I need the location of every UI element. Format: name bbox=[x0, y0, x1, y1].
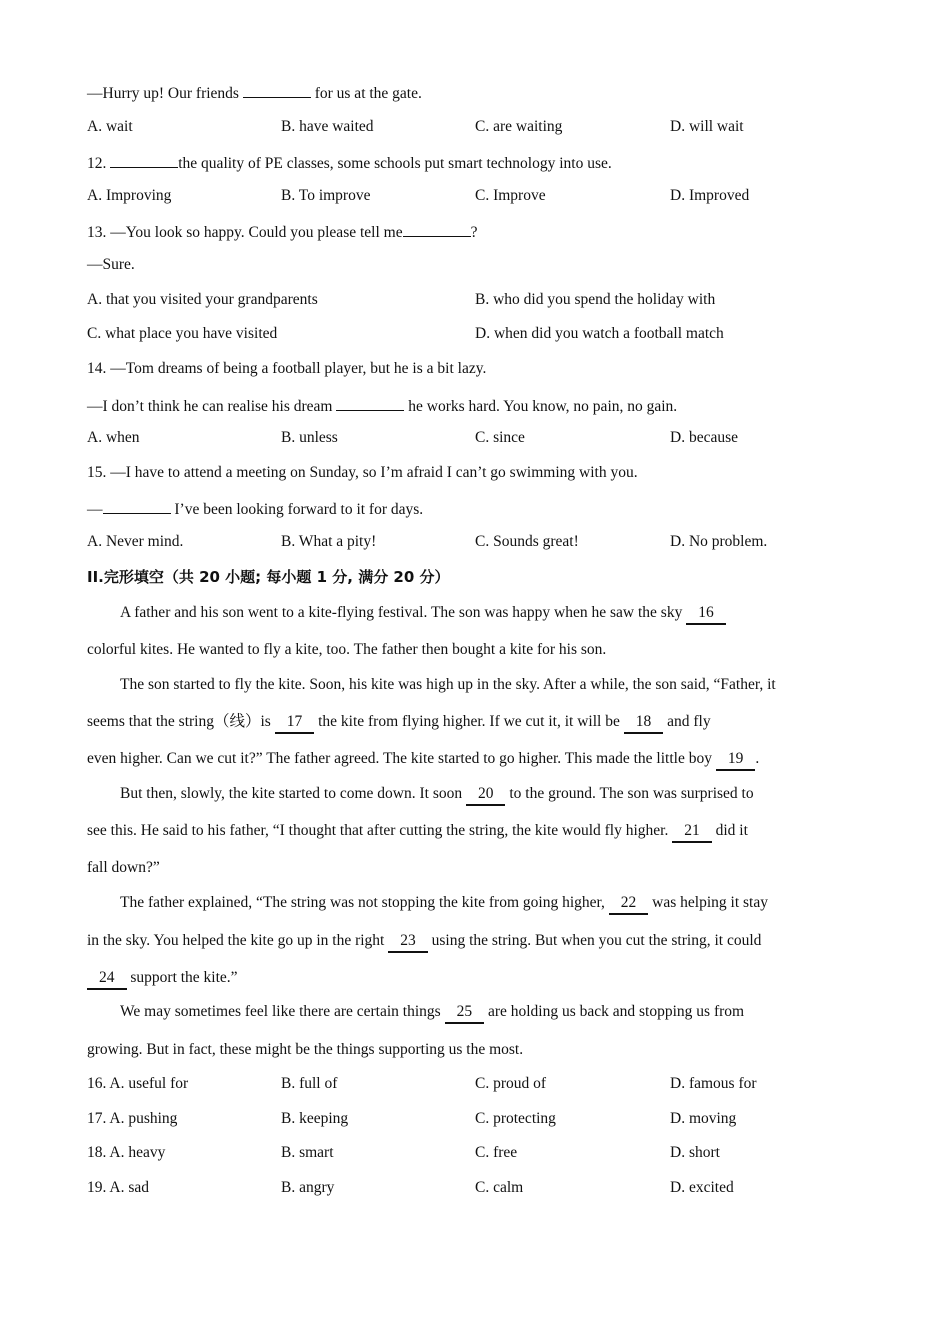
q19-option-d: D. excited bbox=[670, 1179, 734, 1196]
blank-23: 23 bbox=[388, 931, 428, 953]
answer-blank bbox=[103, 497, 171, 514]
passage-p5-line1: We may sometimes feel like there are certain things 25 are holding us back and stopping us from bbox=[120, 1002, 744, 1024]
q12-option-b: B. To improve bbox=[281, 187, 371, 204]
q18-option-b: B. smart bbox=[281, 1144, 334, 1161]
passage-p3-line1: But then, slowly, the kite started to come down. It soon 20 to the ground. The son was surprised to bbox=[120, 784, 754, 806]
blank-17: 17 bbox=[275, 712, 315, 734]
q15-option-c: C. Sounds great! bbox=[475, 533, 579, 550]
blank-24: 24 bbox=[87, 968, 127, 990]
passage-p2-line2: seems that the string（线）is 17 the kite from flying higher. If we cut it, it will be 18 and fly bbox=[87, 712, 711, 734]
q12-option-d: D. Improved bbox=[670, 187, 750, 204]
passage-p4-line2: in the sky. You helped the kite go up in the right 23 using the string. But when you cut the string, it could bbox=[87, 931, 761, 953]
q19-option-c: C. calm bbox=[475, 1179, 524, 1196]
passage-p2-line3: even higher. Can we cut it?” The father agreed. The kite started to go higher. This made the little boy 19 . bbox=[87, 749, 759, 771]
q13-option-a: A. that you visited your grandparents bbox=[87, 291, 318, 308]
q11-option-a: A. wait bbox=[87, 118, 133, 135]
answer-blank bbox=[336, 394, 404, 411]
blank-25: 25 bbox=[445, 1002, 485, 1024]
q11-option-b: B. have waited bbox=[281, 118, 374, 135]
q18-option-c: C. free bbox=[475, 1144, 518, 1161]
q16-option-a: 16. A. useful for bbox=[87, 1075, 189, 1092]
q13-option-d: D. when did you watch a football match bbox=[475, 325, 724, 342]
blank-16: 16 bbox=[686, 603, 726, 625]
q16-option-b: B. full of bbox=[281, 1075, 338, 1092]
q19-option-a: 19. A. sad bbox=[87, 1179, 149, 1196]
q14-line2: —I don’t think he can realise his dream he works hard. You know, no pain, no gain. bbox=[87, 394, 677, 417]
passage-p2-line1: The son started to fly the kite. Soon, his kite was high up in the sky. After a while, the son said, “Father, it bbox=[120, 676, 776, 693]
q14-option-b: B. unless bbox=[281, 429, 338, 446]
q12-option-a: A. Improving bbox=[87, 187, 172, 204]
q17-option-c: C. protecting bbox=[475, 1110, 556, 1127]
q13-option-b: B. who did you spend the holiday with bbox=[475, 291, 716, 308]
q14-line1: 14. —Tom dreams of being a football player, but he is a bit lazy. bbox=[87, 360, 487, 377]
q11-stem: —Hurry up! Our friends for us at the gate. bbox=[87, 81, 422, 104]
q11-option-d: D. will wait bbox=[670, 118, 744, 135]
q14-option-d: D. because bbox=[670, 429, 738, 446]
q12-stem: 12. the quality of PE classes, some schools put smart technology into use. bbox=[87, 151, 612, 174]
blank-18: 18 bbox=[624, 712, 664, 734]
passage-p4-line1: The father explained, “The string was not stopping the kite from going higher, 22 was helping it stay bbox=[120, 893, 768, 915]
answer-blank bbox=[243, 81, 311, 98]
q15-option-d: D. No problem. bbox=[670, 533, 768, 550]
q18-option-a: 18. A. heavy bbox=[87, 1144, 166, 1161]
q14-option-a: A. when bbox=[87, 429, 140, 446]
q15-line1: 15. —I have to attend a meeting on Sunday, so I’m afraid I can’t go swimming with you. bbox=[87, 464, 638, 481]
q13-reply: —Sure. bbox=[87, 256, 135, 273]
q16-option-d: D. famous for bbox=[670, 1075, 757, 1092]
passage-p5-line2: growing. But in fact, these might be the things supporting us the most. bbox=[87, 1041, 524, 1058]
q15-line2: — I’ve been looking forward to it for days. bbox=[87, 497, 423, 520]
passage-p1-line1: A father and his son went to a kite-flying festival. The son was happy when he saw the sky 16 bbox=[120, 603, 726, 625]
q14-option-c: C. since bbox=[475, 429, 525, 446]
q15-option-b: B. What a pity! bbox=[281, 533, 377, 550]
q15-option-a: A. Never mind. bbox=[87, 533, 184, 550]
passage-p3-line3: fall down?” bbox=[87, 859, 160, 876]
blank-21: 21 bbox=[672, 821, 712, 843]
q17-option-a: 17. A. pushing bbox=[87, 1110, 178, 1127]
q11-option-c: C. are waiting bbox=[475, 118, 563, 135]
q16-option-c: C. proud of bbox=[475, 1075, 547, 1092]
passage-p3-line2: see this. He said to his father, “I thought that after cutting the string, the kite would fly higher. 21 did it bbox=[87, 821, 748, 843]
q19-option-b: B. angry bbox=[281, 1179, 335, 1196]
q17-option-b: B. keeping bbox=[281, 1110, 349, 1127]
blank-22: 22 bbox=[609, 893, 649, 915]
q18-option-d: D. short bbox=[670, 1144, 720, 1161]
q12-option-c: C. Improve bbox=[475, 187, 546, 204]
passage-p1-line2: colorful kites. He wanted to fly a kite, too. The father then bought a kite for his son. bbox=[87, 641, 607, 658]
q13-option-c: C. what place you have visited bbox=[87, 325, 278, 342]
passage-p4-line3: 24 support the kite.” bbox=[87, 968, 238, 990]
q13-stem: 13. —You look so happy. Could you please tell me ? bbox=[87, 220, 477, 243]
blank-20: 20 bbox=[466, 784, 506, 806]
section-heading: II.完形填空（共 20 小题; 每小题 1 分, 满分 20 分） bbox=[87, 568, 450, 586]
answer-blank bbox=[110, 151, 178, 168]
answer-blank bbox=[403, 220, 471, 237]
blank-19: 19 bbox=[716, 749, 756, 771]
q17-option-d: D. moving bbox=[670, 1110, 737, 1127]
